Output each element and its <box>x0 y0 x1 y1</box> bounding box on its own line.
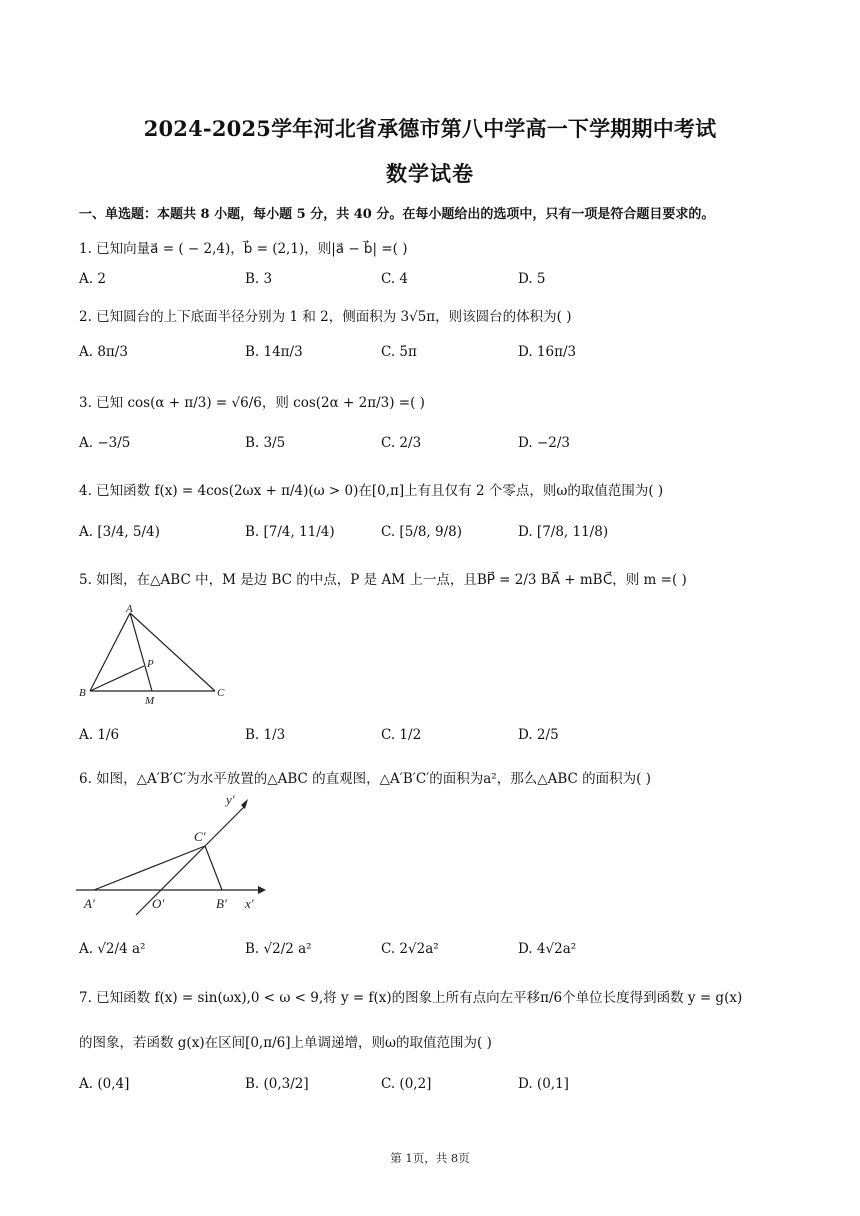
question-7-stem-continued: 的图象，若函数 g(x)在区间[0,π/6]上单调递增，则ω的取值范围为( ) <box>79 1035 492 1051</box>
option-b: B. √2/2 a² <box>245 941 312 957</box>
option-d: D. 16π/3 <box>518 344 577 360</box>
label-a: A′ <box>84 896 95 911</box>
question-6-stem: 6. 如图，△A′B′C′为水平放置的△ABC 的直观图，△A′B′C′的面积为a²，那么△ABC 的面积为( ) <box>79 771 651 787</box>
x-axis-arrow <box>258 886 266 894</box>
section-heading: 一、单选题：本题共 8 小题，每小题 5 分，共 40 分。在每小题给出的选项中，只有一项是符合题目要求的。 <box>79 207 715 222</box>
option-b: B. 14π/3 <box>245 344 303 360</box>
option-a: A. (0,4] <box>79 1076 130 1092</box>
option-c: C. 1/2 <box>381 727 422 743</box>
label-a: A <box>126 603 133 615</box>
label-b: B′ <box>216 896 227 911</box>
option-a: A. 2 <box>79 271 106 287</box>
page-subtitle: 数学试卷 <box>386 161 474 186</box>
median-am <box>130 613 152 691</box>
option-a: A. 1/6 <box>79 727 120 743</box>
option-b: B. (0,3/2] <box>245 1076 309 1092</box>
option-a: A. √2/4 a² <box>79 941 146 957</box>
question-1-options <box>79 271 779 297</box>
segment-bp <box>90 666 144 691</box>
option-b: B. 3/5 <box>245 435 286 451</box>
option-d: D. 4√2a² <box>518 941 577 957</box>
page-footer: 第 1页，共 8页 <box>390 1151 470 1165</box>
question-2-stem: 2. 已知圆台的上下底面半径分别为 1 和 2，侧面积为 3√5π，则该圆台的体积为( ) <box>79 309 572 325</box>
label-c: C <box>217 687 225 699</box>
question-5-stem: 5. 如图，在△ABC 中，M 是边 BC 的中点，P 是 AM 上一点，且BP⃗ = 2/3 BA⃗ + mBC⃗，则 m =( ) <box>79 572 687 588</box>
triangle-abc-figure <box>76 603 236 713</box>
option-c: C. (0,2] <box>381 1076 432 1092</box>
option-b: B. 1/3 <box>245 727 286 743</box>
option-c: C. 5π <box>381 344 417 360</box>
side-ac <box>130 613 215 691</box>
side-a-c <box>94 846 205 890</box>
option-b: B. [7/4, 11/4) <box>245 524 335 540</box>
label-b: B <box>79 687 86 699</box>
option-c: C. 2√2a² <box>381 941 439 957</box>
option-d: D. 5 <box>518 271 546 287</box>
option-a: A. −3/5 <box>79 435 131 451</box>
option-c: C. 2/3 <box>381 435 422 451</box>
question-4-stem: 4. 已知函数 f(x) = 4cos(2ωx + π/4)(ω > 0)在[0,π]上有且仅有 2 个零点，则ω的取值范围为( ) <box>79 483 664 499</box>
page-title: 2024-2025学年河北省承德市第八中学高一下学期期中考试 <box>143 116 717 141</box>
question-1-stem: 1. 已知向量a⃗ = ( − 2,4)，b⃗ = (2,1)，则|a⃗ − b⃗| =( ) <box>79 241 408 257</box>
question-2-options <box>79 344 779 370</box>
option-d: D. (0,1] <box>518 1076 569 1092</box>
option-d: D. [7/8, 11/8) <box>518 524 609 540</box>
option-c: C. [5/8, 9/8) <box>381 524 462 540</box>
label-o: O′ <box>152 896 165 911</box>
side-c-b <box>205 846 222 890</box>
label-c: C′ <box>194 829 206 844</box>
option-d: D. 2/5 <box>518 727 559 743</box>
label-p: P <box>147 658 154 670</box>
option-a: A. [3/4, 5/4) <box>79 524 160 540</box>
question-3-stem: 3. 已知 cos(α + π/3) = √6/6，则 cos(2α + 2π/3) =( ) <box>79 395 425 411</box>
question-7-options <box>79 1076 779 1102</box>
option-d: D. −2/3 <box>518 435 570 451</box>
intuitive-view-figure <box>72 795 272 920</box>
question-7-stem: 7. 已知函数 f(x) = sin(ωx),0 < ω < 9,将 y = f(x)的图象上所有点向左平移π/6个单位长度得到函数 y = g(x) <box>79 990 743 1006</box>
option-c: C. 4 <box>381 271 409 287</box>
option-b: B. 3 <box>245 271 273 287</box>
question-3-options <box>79 435 779 461</box>
label-m: M <box>145 695 155 707</box>
label-y: y′ <box>226 795 235 807</box>
side-ab <box>90 613 130 691</box>
label-x: x′ <box>245 896 254 911</box>
option-a: A. 8π/3 <box>79 344 128 360</box>
question-5-options <box>79 727 779 753</box>
question-6-options <box>79 941 779 967</box>
y-axis-arrow <box>241 799 248 809</box>
question-4-options <box>79 524 779 550</box>
